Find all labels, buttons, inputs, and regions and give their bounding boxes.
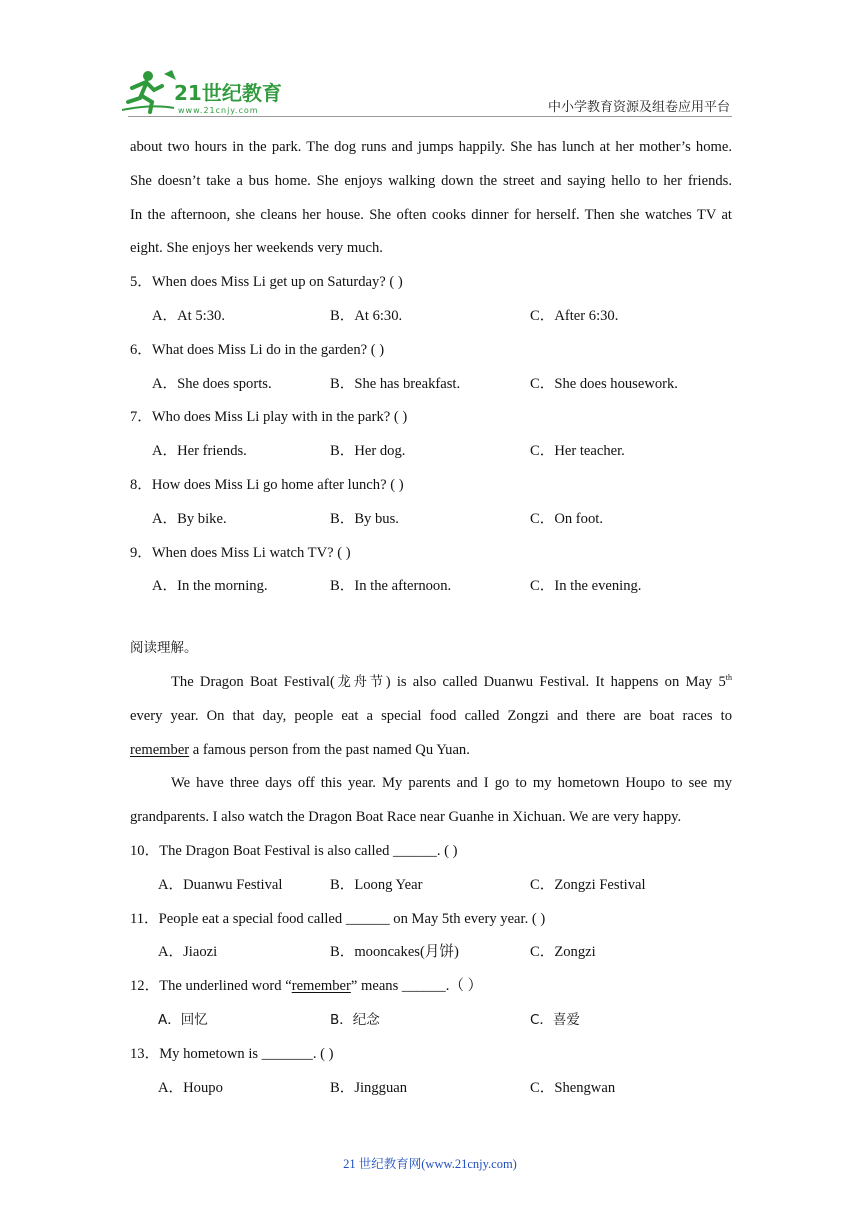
passage2-line: every year. On that day, people eat a special food called Zongzi and there are boat races to: [130, 707, 732, 724]
question-text: 5．When does Miss Li get up on Saturday? ( ): [130, 274, 403, 291]
option-a[interactable]: A．Houpo: [158, 1079, 223, 1096]
question-text: 13．My hometown is _______. ( ): [130, 1045, 334, 1062]
option-c[interactable]: C．In the evening.: [530, 578, 642, 595]
question-5: [130, 266, 732, 334]
option-c[interactable]: C．On foot.: [530, 510, 603, 527]
option-a[interactable]: A．Her friends.: [152, 443, 247, 460]
option-b[interactable]: B．Her dog.: [330, 443, 406, 460]
option-c[interactable]: C．喜爱: [530, 1011, 580, 1028]
question-11: [130, 903, 732, 971]
passage2-line: grandparents. I also watch the Dragon Boat Race near Guanhe in Xichuan. We are very happy.: [130, 809, 682, 826]
logo-text: 21世纪教育: [174, 81, 282, 105]
underlined-word: remember: [291, 978, 351, 995]
page-header: [0, 0, 860, 120]
option-a[interactable]: A．回忆: [158, 1011, 208, 1028]
question-7: [130, 401, 732, 469]
passage2-paragraph2: We have three days off this year. My parents and I go to my hometown Houpo to see my: [171, 775, 732, 792]
option-b[interactable]: B．Jingguan: [330, 1079, 408, 1096]
option-a[interactable]: A．At 5:30.: [152, 307, 225, 324]
option-c[interactable]: C．Zongzi: [530, 944, 596, 961]
option-a[interactable]: A．Jiaozi: [158, 944, 218, 961]
option-c[interactable]: C．Zongzi Festival: [530, 876, 646, 893]
question-8: [130, 469, 732, 537]
question-12: [130, 970, 732, 1038]
question-10: [130, 835, 732, 903]
logo-icon: [122, 68, 292, 118]
option-c[interactable]: C．Her teacher.: [530, 443, 625, 460]
option-b[interactable]: B．Loong Year: [330, 876, 423, 893]
question-9: [130, 537, 732, 605]
option-b[interactable]: B．She has breakfast.: [330, 375, 461, 392]
question-text: 6．What does Miss Li do in the garden? ( ): [130, 341, 385, 358]
passage1-line: about two hours in the park. The dog runs and jumps happily. She has lunch at her mother’s home.: [130, 139, 732, 155]
option-b[interactable]: B．By bus.: [330, 510, 399, 527]
question-6: [130, 334, 732, 402]
logo: [122, 68, 292, 118]
passage2-line: remember a famous person from the past named Qu Yuan.: [130, 741, 470, 758]
passage2-paragraph1: The Dragon Boat Festival(龙舟节) is also called Duanwu Festival. It happens on May 5th: [171, 672, 733, 690]
logo-url: www.21cnjy.com: [178, 106, 259, 115]
underlined-word: remember: [130, 741, 190, 758]
option-b[interactable]: B．At 6:30.: [330, 307, 403, 324]
page-footer[interactable]: 21 世纪教育网(www.21cnjy.com): [343, 1157, 517, 1171]
option-a[interactable]: A．In the morning.: [152, 578, 268, 595]
option-c[interactable]: C．After 6:30.: [530, 307, 619, 324]
option-b[interactable]: B．纪念: [330, 1011, 380, 1028]
passage1-line: eight. She enjoys her weekends very much.: [130, 240, 383, 257]
option-b[interactable]: B．In the afternoon.: [330, 578, 452, 595]
platform-name: 中小学教育资源及组卷应用平台: [547, 100, 730, 115]
question-text: 12．The underlined word “remember” means ______.（ ）: [130, 978, 483, 995]
option-c[interactable]: C．Shengwan: [530, 1079, 616, 1096]
option-c[interactable]: C．She does housework.: [530, 375, 678, 392]
passage1-line: In the afternoon, she cleans her house. She often cooks dinner for herself. Then she watches TV at: [130, 206, 732, 223]
question-text: 11．People eat a special food called ______ on May 5th every year. ( ): [130, 910, 546, 927]
header-divider: [128, 116, 732, 117]
question-text: 9．When does Miss Li watch TV? ( ): [130, 544, 351, 561]
document-body: [130, 131, 732, 1105]
option-a[interactable]: A．She does sports.: [152, 375, 272, 392]
option-a[interactable]: A．By bike.: [152, 510, 227, 527]
option-b[interactable]: B．mooncakes(月饼): [330, 944, 459, 961]
question-text: 10．The Dragon Boat Festival is also called ______. ( ): [130, 842, 458, 859]
section-heading: 阅读理解。: [130, 640, 198, 657]
option-a[interactable]: A．Duanwu Festival: [158, 876, 283, 893]
question-13: [130, 1038, 732, 1106]
passage1-line: She doesn’t take a bus home. She enjoys walking down the street and saying hello to her friends.: [130, 172, 732, 189]
question-text: 8．How does Miss Li go home after lunch? ( ): [130, 476, 404, 493]
question-text: 7．Who does Miss Li play with in the park? ( ): [130, 409, 408, 426]
